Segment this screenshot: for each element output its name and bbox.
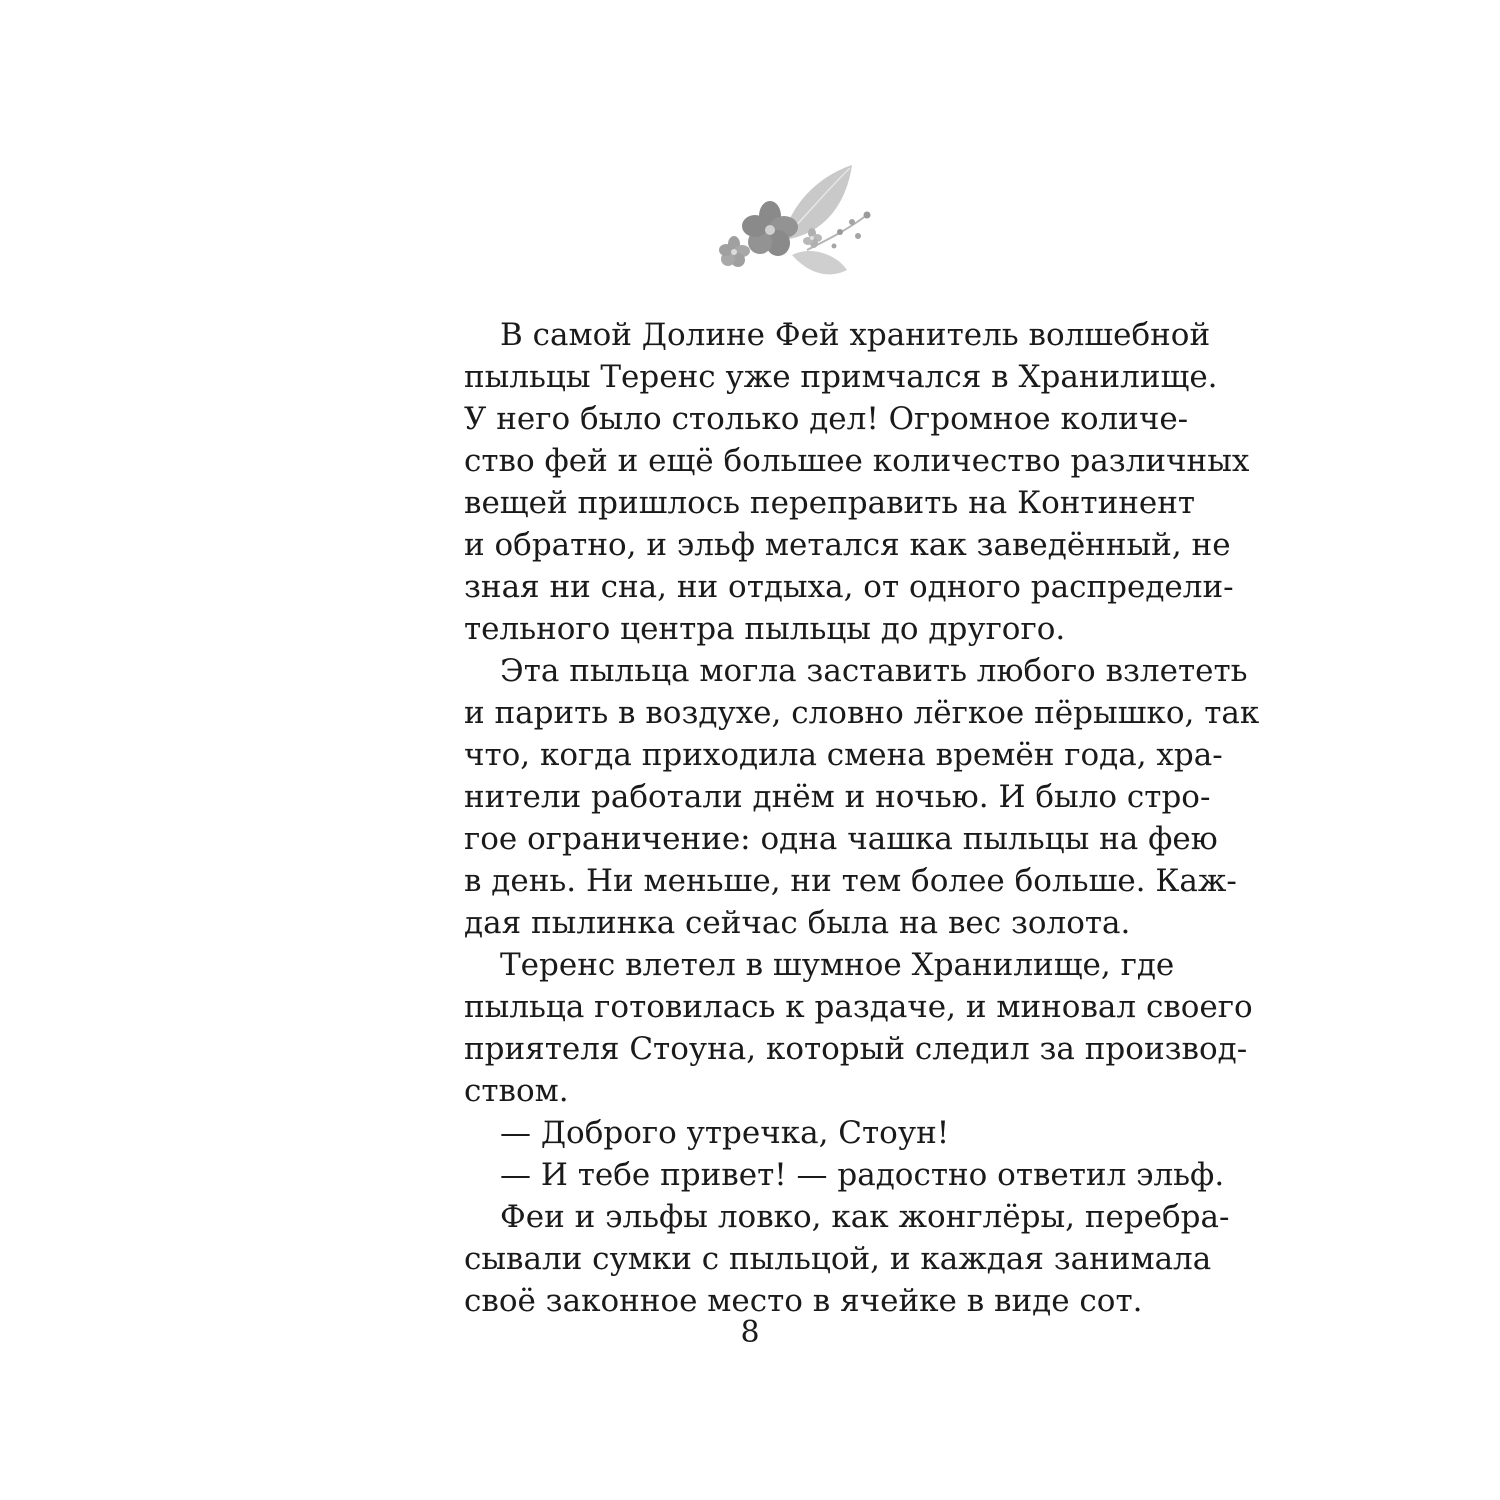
- text-line: У него было столько дел! Огромное количе-: [464, 401, 1189, 437]
- paragraph: [464, 944, 1253, 1112]
- text-line: пыльца готовилась к раздаче, и миновал своего: [464, 989, 1253, 1025]
- text-line: ством.: [464, 1073, 569, 1109]
- paragraph: [464, 650, 1260, 944]
- dialogue-line: [464, 1112, 1108, 1154]
- text-line: — Доброго утречка, Стоун!: [500, 1115, 950, 1151]
- text-line: Феи и эльфы ловко, как жонглёры, перебра-: [500, 1199, 1230, 1235]
- text-line: вещей пришлось переправить на Континент: [464, 485, 1196, 521]
- dialogue-line: [464, 1154, 1225, 1196]
- page-number: 8: [740, 1315, 760, 1350]
- text-line: гое ограничение: одна чашка пыльцы на фею: [464, 821, 1218, 857]
- text-line: дая пылинка сейчас была на вес золота.: [464, 905, 1131, 941]
- text-line: приятеля Стоуна, который следил за производ-: [464, 1031, 1248, 1067]
- text-line: и парить в воздухе, словно лёгкое пёрышко, так: [464, 695, 1260, 731]
- text-line: что, когда приходила смена времён года, хра-: [464, 737, 1223, 773]
- text-line: сывали сумки с пыльцой, и каждая занимала: [464, 1241, 1212, 1277]
- flower-branch-icon: [712, 160, 872, 285]
- paragraph: [464, 1196, 1230, 1322]
- text-line: Эта пыльца могла заставить любого взлететь: [500, 653, 1248, 689]
- text-line: нители работали днём и ночью. И было стро-: [464, 779, 1211, 815]
- text-line: пыльцы Теренс уже примчался в Хранилище.: [464, 359, 1218, 395]
- text-line: и обратно, и эльф метался как заведённый, не: [464, 527, 1231, 563]
- text-line: в день. Ни меньше, ни тем более больше. Каж-: [464, 863, 1237, 899]
- text-line: своё законное место в ячейке в виде сот.: [464, 1283, 1143, 1319]
- text-line: зная ни сна, ни отдыха, от одного распредели-: [464, 569, 1234, 605]
- text-line: — И тебе привет! — радостно ответил эльф.: [500, 1157, 1225, 1193]
- chapter-text: [464, 314, 1260, 1322]
- paragraph: [464, 314, 1250, 650]
- text-line: Теренс влетел в шумное Хранилище, где: [500, 947, 1175, 983]
- text-line: ство фей и ещё большее количество различных: [464, 443, 1250, 479]
- text-line: В самой Долине Фей хранитель волшебной: [500, 317, 1211, 353]
- text-line: тельного центра пыльцы до другого.: [464, 611, 1066, 647]
